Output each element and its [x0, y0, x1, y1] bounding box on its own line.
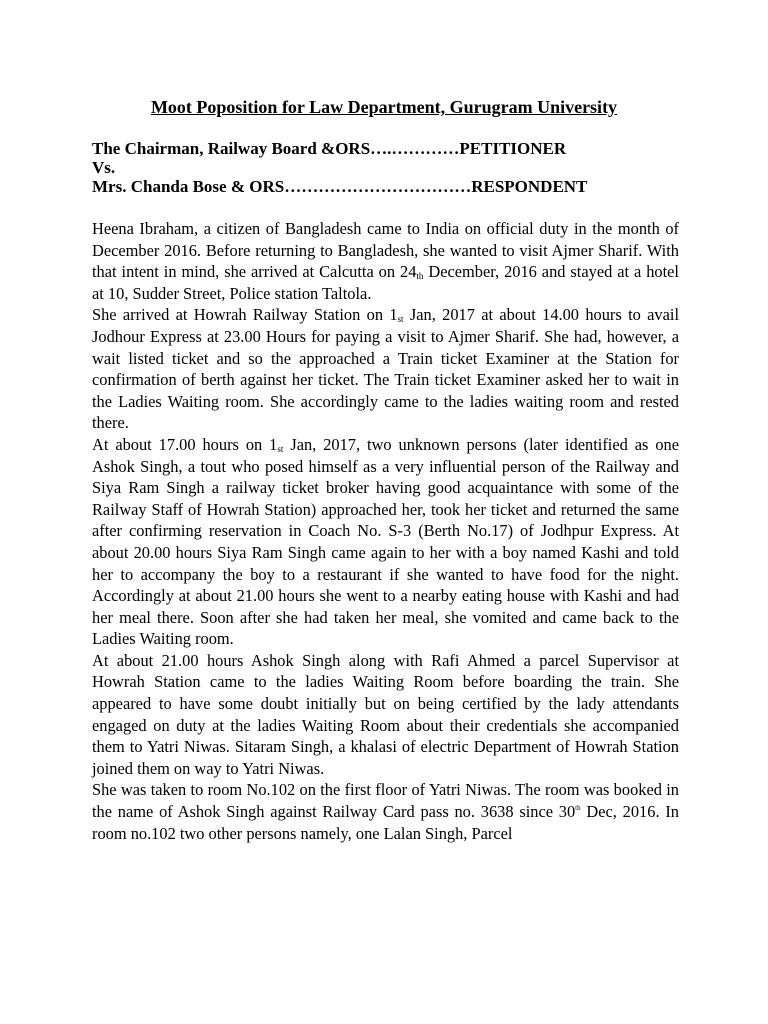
paragraph-5-superscript: th	[575, 804, 581, 813]
paragraph-1	[92, 218, 679, 304]
paragraph-5-text-a: She was taken to room No.102 on the first floor of Yatri Niwas. The room was booked in the name of Ashok Singh against Railway Card pass no. 3638 since 30	[92, 780, 679, 822]
paragraph-3-text-b: Jan, 2017, two unknown persons (later identified as one Ashok Singh, a tout who posed himself as a very influential person of the Railway and Siya Ram Singh a railway ticket broker having good acquaintance with some of the Railway Staff of Howrah Station) approached her, took her ticket and returned the same after confirming reservation in Coach No. S-3 (Berth No.17) of Jodhpur Express. At about 20.00 hours Siya Ram Singh came again to her with a boy named Kashi and told her to accompany the boy to a restaurant if she wanted to have food for the night. Accordingly at about 21.00 hours she went to a nearby eating house with Kashi and had her meal there. Soon after she had taken her meal, she vomited and came back to the Ladies Waiting room.	[92, 434, 680, 649]
page-title	[0, 96, 768, 118]
paragraph-4-text-a: At about 21.00 hours Ashok Singh along with Rafi Ahmed a parcel Supervisor at Howrah Station came to the ladies Waiting Room before boarding the train. She appeared to have some doubt initially but on being certified by the lady attendants engaged on duty at the ladies Waiting Room about their credentials she accompanied them to Yatri Niwas. Sitaram Singh, a khalasi of electric Department of Howrah Station joined them on way to Yatri Niwas.	[92, 650, 679, 778]
case-parties	[92, 139, 692, 196]
paragraph-3	[92, 434, 679, 650]
paragraph-2-text-b: Jan, 2017 at about 14.00 hours to avail Jodhour Express at 23.00 Hours for paying a visit to Ajmer Sharif. She had, however, a wait listed ticket and so the approached a Train ticket Examiner at the Station for confirmation of berth against her ticket. The Train ticket Examiner asked her to wait in the Ladies Waiting room. She accordingly came to the ladies waiting room and rested there.	[92, 305, 679, 433]
respondent-line: Mrs. Chanda Bose & ORS……………………………RESPONDENT	[92, 177, 588, 196]
paragraph-1-text-b: December, 2016 and stayed at a hotel at 10, Sudder Street, Police station Taltola.	[92, 262, 679, 303]
petitioner-line: The Chairman, Railway Board &ORS….…………PETITIONER	[92, 139, 567, 158]
paragraph-4	[92, 650, 679, 780]
paragraph-5-text-b: Dec, 2016. In room no.102 two other persons namely, one Lalan Singh, Parcel	[92, 802, 679, 843]
paragraph-3-text-a: At about 17.00 hours on 1	[92, 434, 278, 454]
document-body	[92, 218, 679, 844]
paragraph-2-superscript: st	[397, 314, 404, 325]
versus-line: Vs.	[92, 158, 116, 177]
paragraph-5	[92, 779, 679, 844]
paragraph-1-superscript: th	[416, 271, 424, 282]
title-text: Moot Poposition for Law Department, Gurugram University	[150, 97, 618, 117]
paragraph-2	[92, 304, 679, 434]
paragraph-3-superscript: st	[277, 443, 284, 454]
paragraph-1-text-a: Heena Ibraham, a citizen of Bangladesh came to India on official duty in the month of December 2016. Before returning to Bangladesh, she wanted to visit Ajmer Sharif. With that intent in mind, she arrived at Calcutta on 24	[92, 219, 679, 282]
paragraph-2-text-a: She arrived at Howrah Railway Station on 1	[92, 305, 398, 325]
